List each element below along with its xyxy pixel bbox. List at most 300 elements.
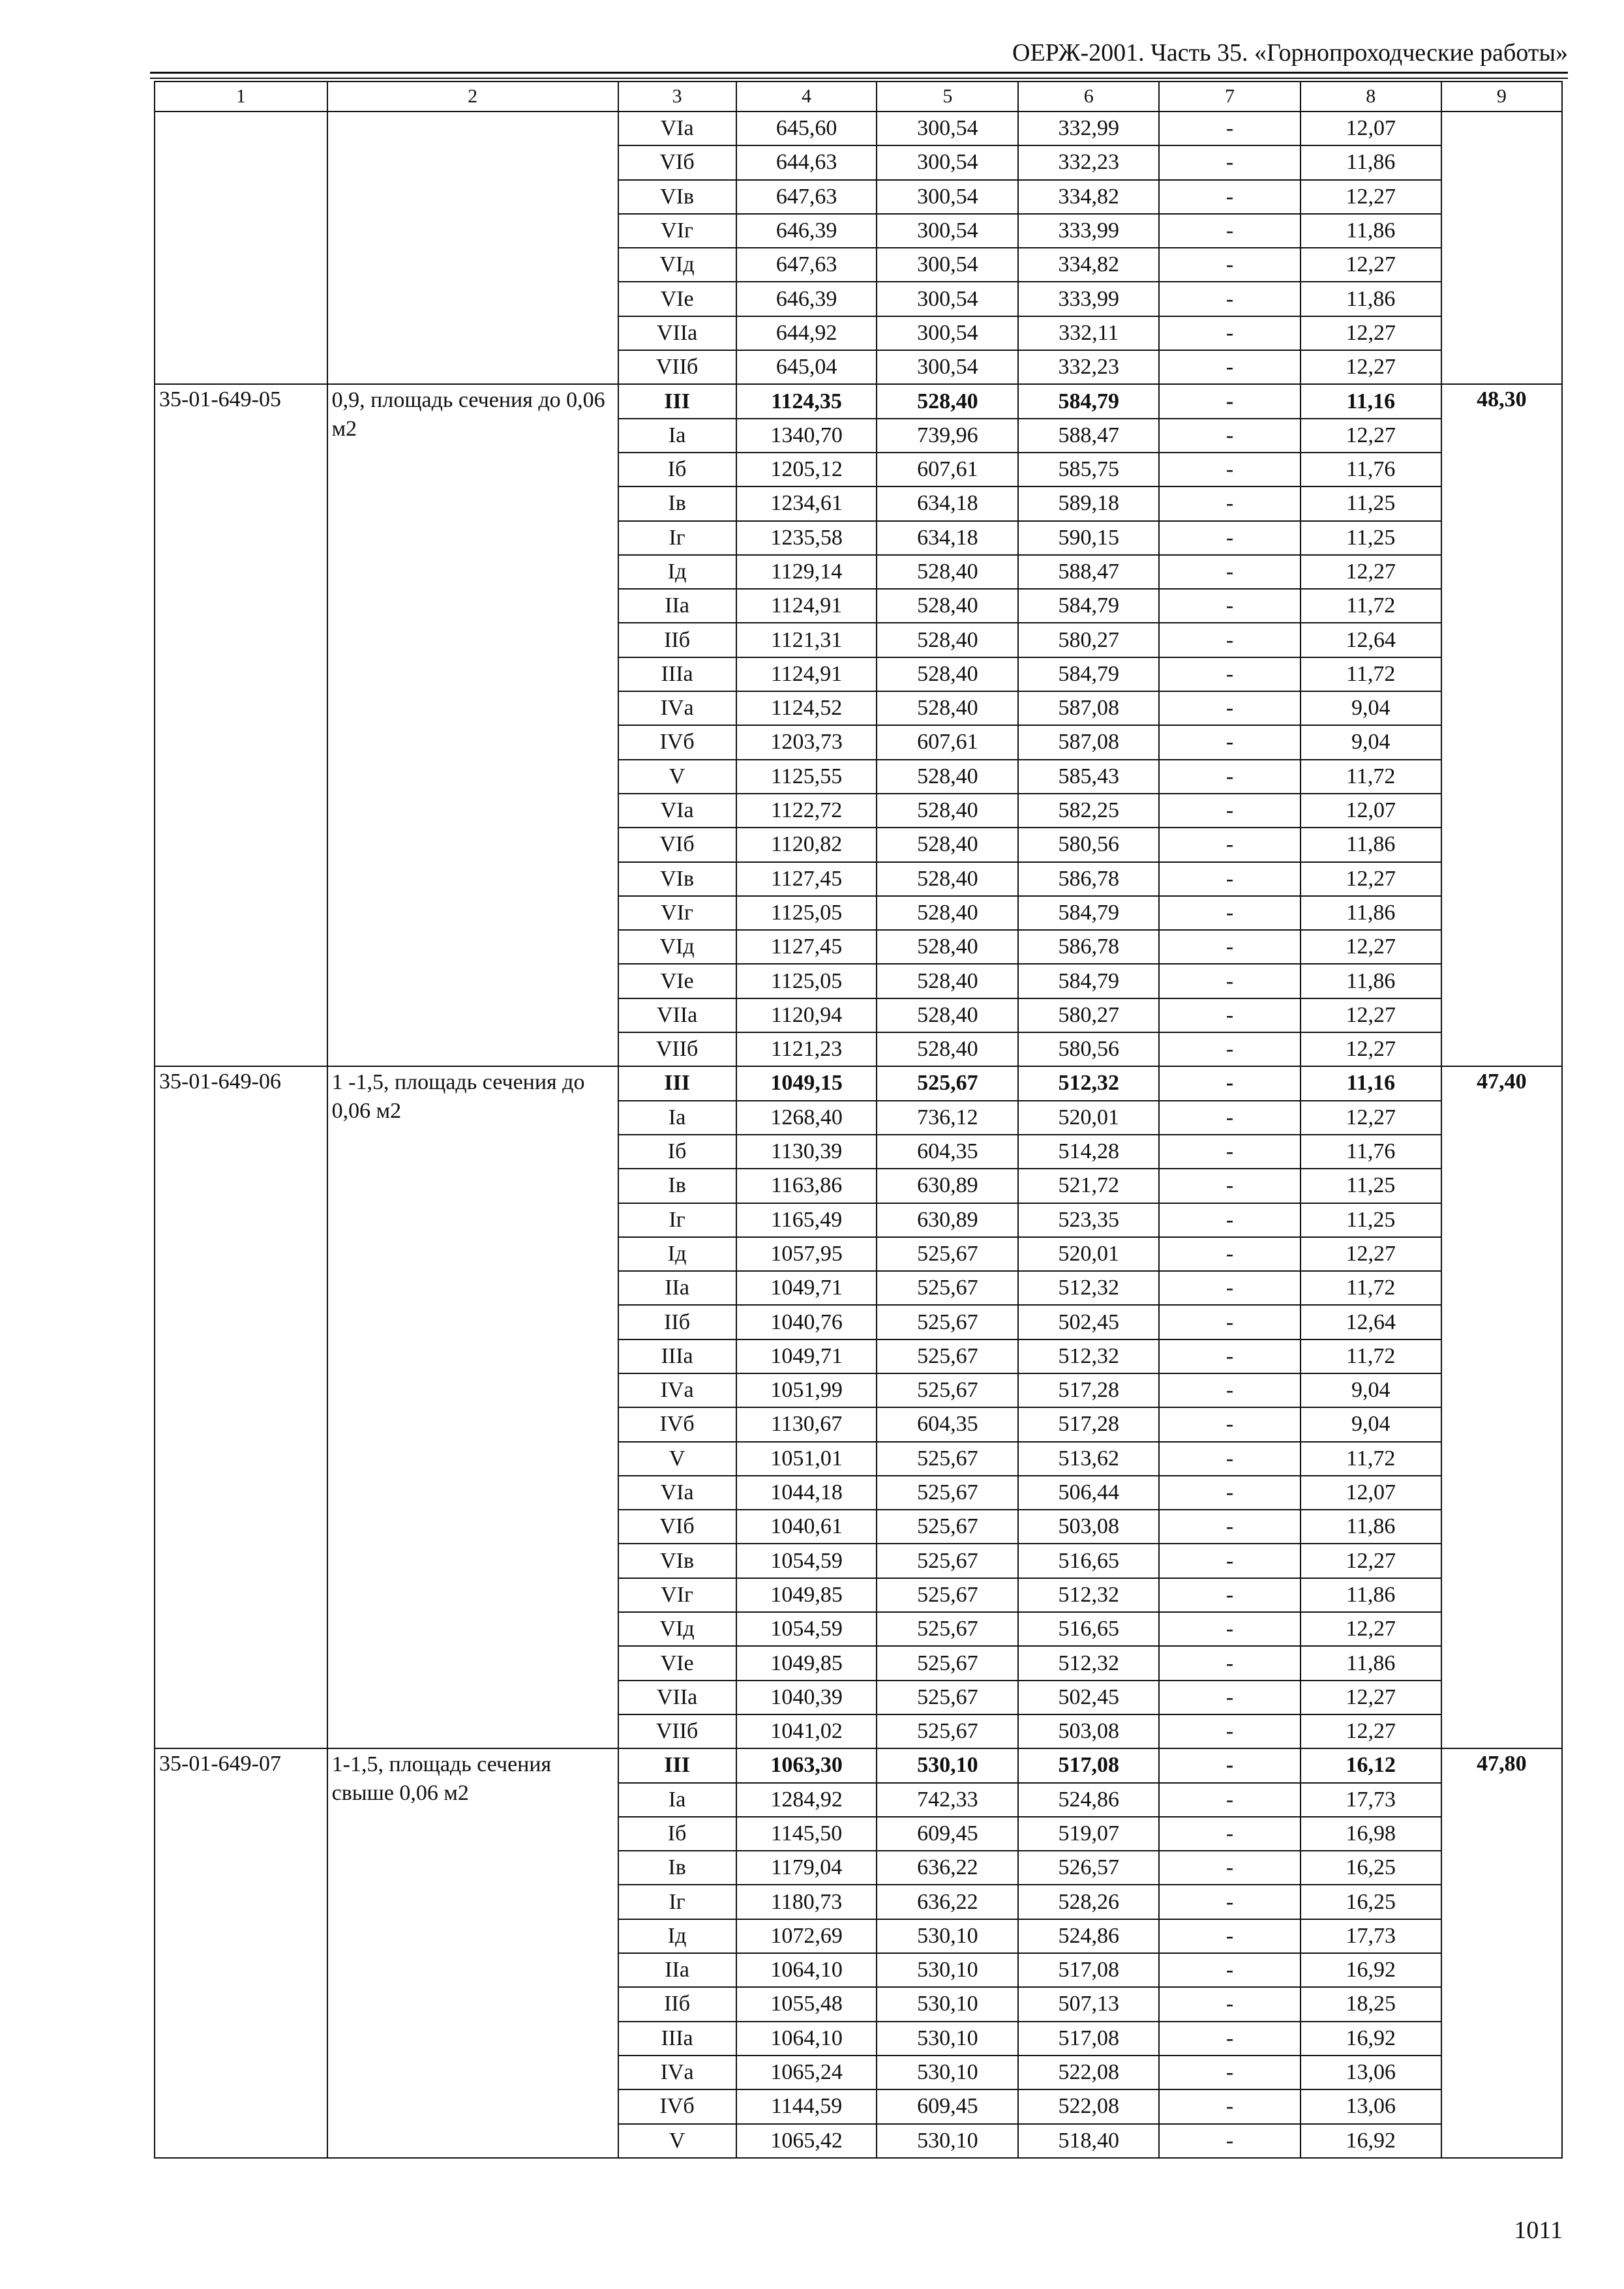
materials-cell: - xyxy=(1159,1407,1301,1441)
total-cost-cell: 1072,69 xyxy=(736,1919,877,1953)
zone-cell: VIа xyxy=(618,1476,736,1510)
machine-cost-cell: 503,08 xyxy=(1018,1714,1159,1748)
labor-cost-cell: 528,40 xyxy=(877,964,1018,998)
total-cost-cell: 1122,72 xyxy=(736,794,877,828)
labor-hours-cell: 11,72 xyxy=(1301,760,1441,794)
machine-cost-cell: 332,11 xyxy=(1018,316,1159,350)
total-cost-cell: 1065,42 xyxy=(736,2124,877,2158)
labor-cost-cell: 528,40 xyxy=(877,862,1018,896)
labor-cost-cell: 609,45 xyxy=(877,1817,1018,1851)
total-cost-cell: 1051,01 xyxy=(736,1442,877,1476)
labor-cost-cell: 530,10 xyxy=(877,2022,1018,2056)
labor-hours-cell: 9,04 xyxy=(1301,725,1441,759)
labor-cost-cell: 528,40 xyxy=(877,691,1018,725)
labor-hours-cell: 16,25 xyxy=(1301,1885,1441,1919)
zone-cell: Iб xyxy=(618,1817,736,1851)
materials-cell: - xyxy=(1159,180,1301,214)
materials-cell: - xyxy=(1159,1510,1301,1544)
labor-cost-cell: 736,12 xyxy=(877,1101,1018,1135)
labor-hours-cell: 11,72 xyxy=(1301,657,1441,691)
labor-cost-cell: 300,54 xyxy=(877,214,1018,248)
machine-cost-cell: 502,45 xyxy=(1018,1681,1159,1714)
materials-cell: - xyxy=(1159,1817,1301,1851)
total-cost-cell: 647,63 xyxy=(736,248,877,282)
zone-cell: IVб xyxy=(618,2089,736,2123)
machine-cost-cell: 517,08 xyxy=(1018,1748,1159,1782)
total-cost-cell: 1121,31 xyxy=(736,623,877,657)
description-cell: 1 -1,5, площадь сечения до 0,06 м2 xyxy=(327,1066,618,1748)
labor-cost-cell: 528,40 xyxy=(877,623,1018,657)
labor-hours-cell: 12,07 xyxy=(1301,1476,1441,1510)
labor-cost-cell: 300,54 xyxy=(877,145,1018,179)
page-header: ОЕРЖ-2001. Часть 35. «Горнопроходческие работы» xyxy=(1012,39,1568,67)
machine-cost-cell: 580,27 xyxy=(1018,623,1159,657)
labor-hours-cell: 13,06 xyxy=(1301,2056,1441,2089)
group-total-cell: 47,80 xyxy=(1441,1748,1562,2158)
machine-cost-cell: 332,23 xyxy=(1018,350,1159,384)
zone-cell: IIа xyxy=(618,1271,736,1305)
total-cost-cell: 1040,39 xyxy=(736,1681,877,1714)
total-cost-cell: 1049,85 xyxy=(736,1646,877,1680)
materials-cell: - xyxy=(1159,1339,1301,1373)
zone-cell: IIб xyxy=(618,623,736,657)
total-cost-cell: 1054,59 xyxy=(736,1612,877,1646)
zone-cell: VIв xyxy=(618,1544,736,1578)
total-cost-cell: 1065,24 xyxy=(736,2056,877,2089)
machine-cost-cell: 517,28 xyxy=(1018,1373,1159,1407)
total-cost-cell: 1040,76 xyxy=(736,1305,877,1339)
machine-cost-cell: 584,79 xyxy=(1018,896,1159,930)
zone-cell: IVа xyxy=(618,1373,736,1407)
total-cost-cell: 1049,71 xyxy=(736,1271,877,1305)
total-cost-cell: 1165,49 xyxy=(736,1203,877,1237)
zone-cell: VIе xyxy=(618,282,736,316)
labor-cost-cell: 300,54 xyxy=(877,316,1018,350)
machine-cost-cell: 522,08 xyxy=(1018,2089,1159,2123)
total-cost-cell: 1205,12 xyxy=(736,453,877,486)
zone-cell: V xyxy=(618,760,736,794)
total-cost-cell: 1064,10 xyxy=(736,1953,877,1987)
labor-cost-cell: 742,33 xyxy=(877,1783,1018,1817)
materials-cell: - xyxy=(1159,1032,1301,1066)
labor-hours-cell: 11,72 xyxy=(1301,1442,1441,1476)
zone-cell: Iг xyxy=(618,1203,736,1237)
labor-hours-cell: 9,04 xyxy=(1301,1373,1441,1407)
labor-cost-cell: 607,61 xyxy=(877,725,1018,759)
total-cost-cell: 1130,39 xyxy=(736,1135,877,1169)
labor-cost-cell: 525,67 xyxy=(877,1544,1018,1578)
materials-cell: - xyxy=(1159,1953,1301,1987)
machine-cost-cell: 519,07 xyxy=(1018,1817,1159,1851)
labor-cost-cell: 528,40 xyxy=(877,555,1018,589)
table-row xyxy=(155,1748,1562,1782)
materials-cell: - xyxy=(1159,1783,1301,1817)
labor-cost-cell: 525,67 xyxy=(877,1339,1018,1373)
machine-cost-cell: 521,72 xyxy=(1018,1169,1159,1203)
total-cost-cell: 1120,82 xyxy=(736,828,877,861)
labor-cost-cell: 300,54 xyxy=(877,350,1018,384)
materials-cell: - xyxy=(1159,2124,1301,2158)
machine-cost-cell: 580,27 xyxy=(1018,998,1159,1032)
column-number: 8 xyxy=(1301,82,1441,112)
labor-cost-cell: 636,22 xyxy=(877,1885,1018,1919)
materials-cell: - xyxy=(1159,1442,1301,1476)
labor-cost-cell: 530,10 xyxy=(877,2056,1018,2089)
machine-cost-cell: 506,44 xyxy=(1018,1476,1159,1510)
labor-cost-cell: 525,67 xyxy=(877,1646,1018,1680)
total-cost-cell: 646,39 xyxy=(736,282,877,316)
labor-cost-cell: 604,35 xyxy=(877,1135,1018,1169)
materials-cell: - xyxy=(1159,316,1301,350)
total-cost-cell: 1163,86 xyxy=(736,1169,877,1203)
machine-cost-cell: 334,82 xyxy=(1018,180,1159,214)
labor-cost-cell: 634,18 xyxy=(877,521,1018,555)
machine-cost-cell: 520,01 xyxy=(1018,1101,1159,1135)
zone-cell: IVа xyxy=(618,691,736,725)
zone-cell: VIIб xyxy=(618,1714,736,1748)
machine-cost-cell: 517,08 xyxy=(1018,2022,1159,2056)
machine-cost-cell: 586,78 xyxy=(1018,930,1159,964)
total-cost-cell: 1049,85 xyxy=(736,1578,877,1612)
labor-hours-cell: 11,72 xyxy=(1301,1339,1441,1373)
zone-cell: VIIа xyxy=(618,1681,736,1714)
labor-cost-cell: 530,10 xyxy=(877,1748,1018,1782)
zone-cell: VIб xyxy=(618,1510,736,1544)
machine-cost-cell: 584,79 xyxy=(1018,589,1159,623)
zone-cell: Iв xyxy=(618,1851,736,1885)
zone-cell: IIа xyxy=(618,1953,736,1987)
zone-cell: Iд xyxy=(618,1919,736,1953)
labor-hours-cell: 11,86 xyxy=(1301,214,1441,248)
materials-cell: - xyxy=(1159,555,1301,589)
zone-cell: VIIб xyxy=(618,1032,736,1066)
zone-cell: Iг xyxy=(618,521,736,555)
labor-hours-cell: 11,25 xyxy=(1301,1169,1441,1203)
labor-hours-cell: 11,86 xyxy=(1301,1578,1441,1612)
machine-cost-cell: 584,79 xyxy=(1018,384,1159,418)
table-row xyxy=(155,112,1562,145)
materials-cell: - xyxy=(1159,145,1301,179)
machine-cost-cell: 526,57 xyxy=(1018,1851,1159,1885)
labor-hours-cell: 12,64 xyxy=(1301,623,1441,657)
machine-cost-cell: 588,47 xyxy=(1018,555,1159,589)
total-cost-cell: 1055,48 xyxy=(736,1987,877,2021)
group-total-cell: 47,40 xyxy=(1441,1066,1562,1748)
zone-cell: III xyxy=(618,384,736,418)
column-number: 5 xyxy=(877,82,1018,112)
labor-hours-cell: 17,73 xyxy=(1301,1783,1441,1817)
materials-cell: - xyxy=(1159,453,1301,486)
machine-cost-cell: 517,28 xyxy=(1018,1407,1159,1441)
total-cost-cell: 1121,23 xyxy=(736,1032,877,1066)
column-number: 4 xyxy=(736,82,877,112)
materials-cell: - xyxy=(1159,1919,1301,1953)
labor-cost-cell: 604,35 xyxy=(877,1407,1018,1441)
labor-cost-cell: 525,67 xyxy=(877,1271,1018,1305)
labor-hours-cell: 12,27 xyxy=(1301,1101,1441,1135)
materials-cell: - xyxy=(1159,1714,1301,1748)
materials-cell: - xyxy=(1159,896,1301,930)
column-number: 1 xyxy=(155,82,327,112)
machine-cost-cell: 524,86 xyxy=(1018,1783,1159,1817)
total-cost-cell: 647,63 xyxy=(736,180,877,214)
header-rule xyxy=(150,72,1568,74)
materials-cell: - xyxy=(1159,964,1301,998)
labor-hours-cell: 16,25 xyxy=(1301,1851,1441,1885)
materials-cell: - xyxy=(1159,282,1301,316)
zone-cell: VIе xyxy=(618,1646,736,1680)
total-cost-cell: 1125,05 xyxy=(736,896,877,930)
labor-hours-cell: 12,27 xyxy=(1301,862,1441,896)
machine-cost-cell: 512,32 xyxy=(1018,1339,1159,1373)
zone-cell: Iв xyxy=(618,1169,736,1203)
zone-cell: IIIа xyxy=(618,1339,736,1373)
zone-cell: VIд xyxy=(618,1612,736,1646)
zone-cell: VIб xyxy=(618,145,736,179)
machine-cost-cell: 503,08 xyxy=(1018,1510,1159,1544)
materials-cell: - xyxy=(1159,1101,1301,1135)
labor-cost-cell: 528,40 xyxy=(877,589,1018,623)
column-number-row xyxy=(155,82,1562,112)
zone-cell: IIIа xyxy=(618,2022,736,2056)
materials-cell: - xyxy=(1159,589,1301,623)
machine-cost-cell: 520,01 xyxy=(1018,1237,1159,1271)
machine-cost-cell: 518,40 xyxy=(1018,2124,1159,2158)
materials-cell: - xyxy=(1159,1169,1301,1203)
zone-cell: VIIб xyxy=(618,350,736,384)
machine-cost-cell: 585,43 xyxy=(1018,760,1159,794)
labor-hours-cell: 11,86 xyxy=(1301,964,1441,998)
machine-cost-cell: 580,56 xyxy=(1018,828,1159,861)
labor-hours-cell: 11,25 xyxy=(1301,521,1441,555)
labor-hours-cell: 11,86 xyxy=(1301,1510,1441,1544)
materials-cell: - xyxy=(1159,2056,1301,2089)
total-cost-cell: 1120,94 xyxy=(736,998,877,1032)
labor-cost-cell: 525,67 xyxy=(877,1066,1018,1100)
labor-cost-cell: 525,67 xyxy=(877,1612,1018,1646)
labor-cost-cell: 528,40 xyxy=(877,794,1018,828)
total-cost-cell: 1179,04 xyxy=(736,1851,877,1885)
labor-hours-cell: 11,86 xyxy=(1301,828,1441,861)
labor-hours-cell: 11,25 xyxy=(1301,486,1441,520)
total-cost-cell: 1051,99 xyxy=(736,1373,877,1407)
column-number: 3 xyxy=(618,82,736,112)
labor-cost-cell: 636,22 xyxy=(877,1851,1018,1885)
labor-hours-cell: 11,16 xyxy=(1301,384,1441,418)
materials-cell: - xyxy=(1159,384,1301,418)
header-rule-thin xyxy=(150,78,1568,79)
labor-hours-cell: 11,72 xyxy=(1301,1271,1441,1305)
labor-cost-cell: 525,67 xyxy=(877,1373,1018,1407)
labor-hours-cell: 12,27 xyxy=(1301,1681,1441,1714)
machine-cost-cell: 588,47 xyxy=(1018,419,1159,453)
machine-cost-cell: 334,82 xyxy=(1018,248,1159,282)
materials-cell: - xyxy=(1159,2022,1301,2056)
total-cost-cell: 1125,05 xyxy=(736,964,877,998)
column-number: 7 xyxy=(1159,82,1301,112)
labor-cost-cell: 530,10 xyxy=(877,2124,1018,2158)
total-cost-cell: 645,04 xyxy=(736,350,877,384)
labor-hours-cell: 12,07 xyxy=(1301,794,1441,828)
labor-hours-cell: 12,27 xyxy=(1301,998,1441,1032)
materials-cell: - xyxy=(1159,657,1301,691)
materials-cell: - xyxy=(1159,1066,1301,1100)
total-cost-cell: 1203,73 xyxy=(736,725,877,759)
labor-cost-cell: 525,67 xyxy=(877,1714,1018,1748)
labor-cost-cell: 528,40 xyxy=(877,384,1018,418)
labor-hours-cell: 12,27 xyxy=(1301,1032,1441,1066)
materials-cell: - xyxy=(1159,691,1301,725)
total-cost-cell: 644,63 xyxy=(736,145,877,179)
labor-cost-cell: 528,40 xyxy=(877,930,1018,964)
labor-cost-cell: 525,67 xyxy=(877,1476,1018,1510)
labor-hours-cell: 16,12 xyxy=(1301,1748,1441,1782)
labor-hours-cell: 11,86 xyxy=(1301,1646,1441,1680)
zone-cell: VIIа xyxy=(618,998,736,1032)
labor-cost-cell: 528,40 xyxy=(877,998,1018,1032)
zone-cell: Iд xyxy=(618,1237,736,1271)
labor-hours-cell: 12,64 xyxy=(1301,1305,1441,1339)
labor-hours-cell: 12,27 xyxy=(1301,1237,1441,1271)
zone-cell: III xyxy=(618,1748,736,1782)
machine-cost-cell: 332,23 xyxy=(1018,145,1159,179)
materials-cell: - xyxy=(1159,350,1301,384)
labor-hours-cell: 11,72 xyxy=(1301,589,1441,623)
total-cost-cell: 1180,73 xyxy=(736,1885,877,1919)
total-cost-cell: 1124,35 xyxy=(736,384,877,418)
materials-cell: - xyxy=(1159,794,1301,828)
description-cell xyxy=(327,112,618,384)
zone-cell: Iд xyxy=(618,555,736,589)
zone-cell: VIг xyxy=(618,1578,736,1612)
materials-cell: - xyxy=(1159,1646,1301,1680)
labor-cost-cell: 528,40 xyxy=(877,828,1018,861)
zone-cell: VIIа xyxy=(618,316,736,350)
machine-cost-cell: 587,08 xyxy=(1018,691,1159,725)
table-row xyxy=(155,384,1562,418)
machine-cost-cell: 524,86 xyxy=(1018,1919,1159,1953)
labor-cost-cell: 530,10 xyxy=(877,1953,1018,1987)
labor-cost-cell: 609,45 xyxy=(877,2089,1018,2123)
labor-hours-cell: 12,27 xyxy=(1301,1714,1441,1748)
machine-cost-cell: 517,08 xyxy=(1018,1953,1159,1987)
zone-cell: Iв xyxy=(618,486,736,520)
code-cell: 35-01-649-07 xyxy=(155,1748,327,2158)
total-cost-cell: 1235,58 xyxy=(736,521,877,555)
zone-cell: III xyxy=(618,1066,736,1100)
machine-cost-cell: 590,15 xyxy=(1018,521,1159,555)
machine-cost-cell: 512,32 xyxy=(1018,1646,1159,1680)
labor-hours-cell: 17,73 xyxy=(1301,1919,1441,1953)
labor-cost-cell: 530,10 xyxy=(877,1919,1018,1953)
total-cost-cell: 1125,55 xyxy=(736,760,877,794)
total-cost-cell: 1041,02 xyxy=(736,1714,877,1748)
description-cell: 1-1,5, площадь сечения свыше 0,06 м2 xyxy=(327,1748,618,2158)
code-cell: 35-01-649-05 xyxy=(155,384,327,1066)
labor-cost-cell: 528,40 xyxy=(877,657,1018,691)
materials-cell: - xyxy=(1159,1851,1301,1885)
total-cost-cell: 644,92 xyxy=(736,316,877,350)
labor-cost-cell: 525,67 xyxy=(877,1237,1018,1271)
labor-cost-cell: 300,54 xyxy=(877,180,1018,214)
labor-hours-cell: 12,07 xyxy=(1301,112,1441,145)
zone-cell: IIб xyxy=(618,1987,736,2021)
total-cost-cell: 1127,45 xyxy=(736,862,877,896)
zone-cell: VIв xyxy=(618,180,736,214)
materials-cell: - xyxy=(1159,1237,1301,1271)
machine-cost-cell: 586,78 xyxy=(1018,862,1159,896)
machine-cost-cell: 514,28 xyxy=(1018,1135,1159,1169)
materials-cell: - xyxy=(1159,486,1301,520)
zone-cell: Iб xyxy=(618,453,736,486)
materials-cell: - xyxy=(1159,862,1301,896)
labor-hours-cell: 11,25 xyxy=(1301,1203,1441,1237)
labor-cost-cell: 739,96 xyxy=(877,419,1018,453)
machine-cost-cell: 512,32 xyxy=(1018,1271,1159,1305)
zone-cell: IVб xyxy=(618,1407,736,1441)
zone-cell: IIIа xyxy=(618,657,736,691)
zone-cell: IVа xyxy=(618,2056,736,2089)
machine-cost-cell: 528,26 xyxy=(1018,1885,1159,1919)
labor-hours-cell: 12,27 xyxy=(1301,555,1441,589)
code-cell xyxy=(155,112,327,384)
labor-hours-cell: 18,25 xyxy=(1301,1987,1441,2021)
materials-cell: - xyxy=(1159,828,1301,861)
zone-cell: VIе xyxy=(618,964,736,998)
materials-cell: - xyxy=(1159,112,1301,145)
table-body xyxy=(155,112,1562,2158)
materials-cell: - xyxy=(1159,725,1301,759)
machine-cost-cell: 523,35 xyxy=(1018,1203,1159,1237)
labor-hours-cell: 16,98 xyxy=(1301,1817,1441,1851)
zone-cell: VIа xyxy=(618,794,736,828)
materials-cell: - xyxy=(1159,1476,1301,1510)
materials-cell: - xyxy=(1159,1885,1301,1919)
materials-cell: - xyxy=(1159,1271,1301,1305)
machine-cost-cell: 522,08 xyxy=(1018,2056,1159,2089)
total-cost-cell: 1044,18 xyxy=(736,1476,877,1510)
labor-hours-cell: 12,27 xyxy=(1301,419,1441,453)
machine-cost-cell: 589,18 xyxy=(1018,486,1159,520)
labor-hours-cell: 16,92 xyxy=(1301,2022,1441,2056)
total-cost-cell: 1064,10 xyxy=(736,2022,877,2056)
total-cost-cell: 1049,15 xyxy=(736,1066,877,1100)
zone-cell: Iа xyxy=(618,419,736,453)
materials-cell: - xyxy=(1159,1681,1301,1714)
machine-cost-cell: 333,99 xyxy=(1018,282,1159,316)
materials-cell: - xyxy=(1159,623,1301,657)
total-cost-cell: 1057,95 xyxy=(736,1237,877,1271)
column-number: 2 xyxy=(327,82,618,112)
total-cost-cell: 645,60 xyxy=(736,112,877,145)
labor-hours-cell: 12,27 xyxy=(1301,316,1441,350)
labor-hours-cell: 12,27 xyxy=(1301,930,1441,964)
labor-cost-cell: 525,67 xyxy=(877,1681,1018,1714)
materials-cell: - xyxy=(1159,1373,1301,1407)
total-cost-cell: 1129,14 xyxy=(736,555,877,589)
labor-cost-cell: 530,10 xyxy=(877,1987,1018,2021)
materials-cell: - xyxy=(1159,2089,1301,2123)
labor-hours-cell: 9,04 xyxy=(1301,1407,1441,1441)
labor-cost-cell: 300,54 xyxy=(877,282,1018,316)
labor-hours-cell: 12,27 xyxy=(1301,350,1441,384)
total-cost-cell: 1284,92 xyxy=(736,1783,877,1817)
materials-cell: - xyxy=(1159,214,1301,248)
total-cost-cell: 1340,70 xyxy=(736,419,877,453)
labor-hours-cell: 16,92 xyxy=(1301,2124,1441,2158)
labor-cost-cell: 634,18 xyxy=(877,486,1018,520)
total-cost-cell: 1127,45 xyxy=(736,930,877,964)
